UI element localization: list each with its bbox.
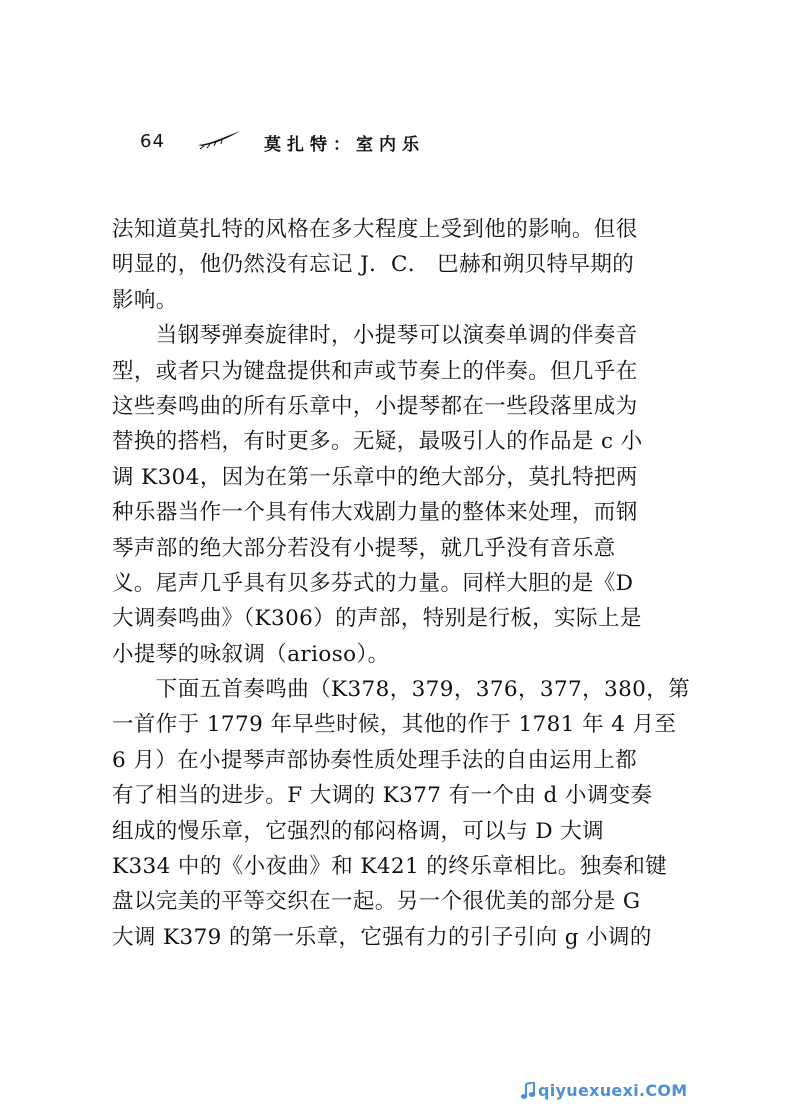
text-line: 大调 K379 的第一乐章，它强有力的引子引向 g 小调的 bbox=[112, 924, 652, 950]
text-line: 一首作于 1779 年早些时候，其他的作于 1781 年 4 月至 bbox=[112, 712, 677, 738]
text-line: 6 月）在小提琴声部协奏性质处理手法的自由运用上都 bbox=[112, 747, 638, 773]
site-watermark bbox=[520, 1081, 688, 1100]
text-line: 义。尾声几乎具有贝多芬式的力量。同样大胆的是《D bbox=[112, 570, 634, 596]
text-line: 小提琴的咏叙调（arioso）。 bbox=[112, 641, 390, 667]
page-number: 64 bbox=[140, 131, 165, 152]
text-line: 影响。 bbox=[112, 287, 178, 313]
text-line: 替换的搭档，有时更多。无疑，最吸引人的作品是 c 小 bbox=[112, 429, 643, 455]
text-line: 下面五首奏鸣曲（K378，379，376，377，380，第 bbox=[112, 677, 691, 703]
running-title: 莫扎特：室内乐 bbox=[264, 135, 425, 155]
text-line: 当钢琴弹奏旋律时，小提琴可以演奏单调的伴奏音 bbox=[112, 323, 638, 349]
text-line: 琴声部的绝大部分若没有小提琴，就几乎没有音乐意 bbox=[112, 535, 616, 561]
text-line: 大调奏鸣曲》（K306）的声部，特别是行板，实际上是 bbox=[112, 606, 642, 632]
text-line: 种乐器当作一个具有伟大戏剧力量的整体来处理，而钢 bbox=[112, 500, 638, 526]
text-line: 法知道莫扎特的风格在多大程度上受到他的影响。但很 bbox=[112, 217, 638, 242]
text-line: 组成的慢乐章，它强烈的郁闷格调，可以与 D 大调 bbox=[112, 818, 605, 844]
text-line: 盘以完美的平等交织在一起。另一个很优美的部分是 G bbox=[112, 889, 641, 915]
text-line: 型，或者只为键盘提供和声或节奏上的伴奏。但几乎在 bbox=[112, 358, 638, 384]
body-text bbox=[112, 212, 691, 955]
text-line: K334 中的《小夜曲》和 K421 的终乐章相比。独奏和键 bbox=[112, 854, 668, 880]
watermark-text: qiyuexuexi.COM bbox=[538, 1081, 688, 1100]
text-line: 这些奏鸣曲的所有乐章中，小提琴都在一些段落里成为 bbox=[112, 393, 638, 419]
text-line: 明显的，他仍然没有忘记 J．C． 巴赫和朔贝特早期的 bbox=[112, 252, 635, 278]
feather-ornament-icon bbox=[196, 128, 244, 150]
music-note-icon bbox=[520, 1082, 536, 1100]
text-line: 调 K304，因为在第一乐章中的绝大部分，莫扎特把两 bbox=[112, 464, 638, 490]
text-line: 有了相当的进步。F 大调的 K377 有一个由 d 小调变奏 bbox=[112, 783, 653, 809]
